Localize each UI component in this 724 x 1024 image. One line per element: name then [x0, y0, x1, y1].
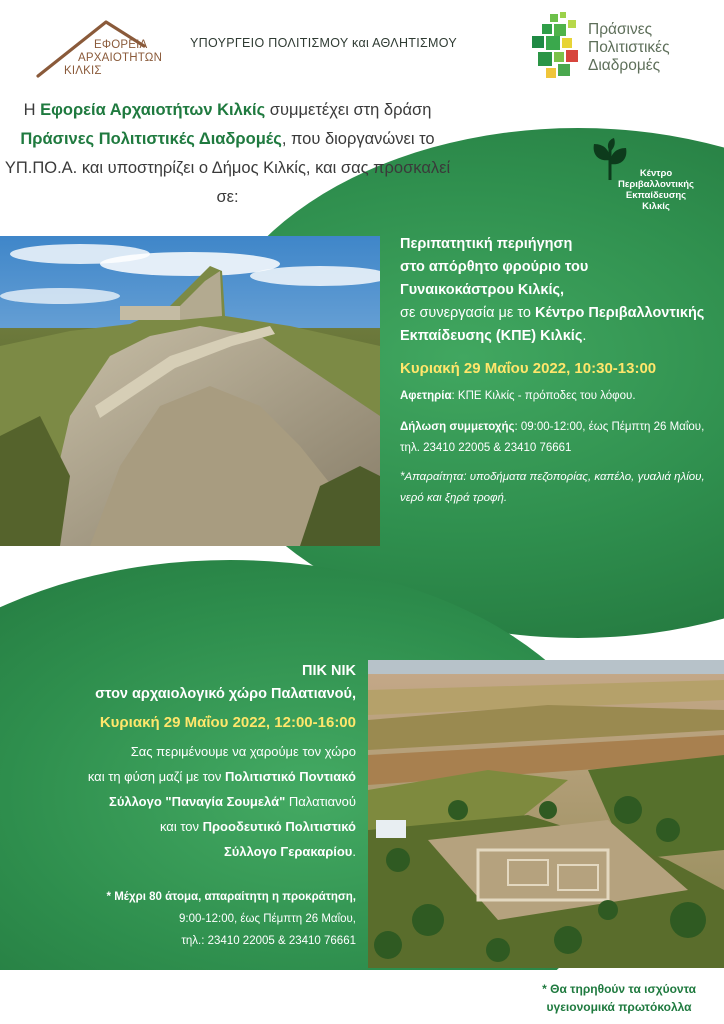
event1-registration: Δήλωση συμμετοχής: 09:00-12:00, έως Πέμπτη 26 Μαΐου, τηλ. 23410 22005 & 23410 76661 [400, 421, 705, 454]
event2-note: * Μέχρι 80 άτομα, απαραίτητη η προκράτηση, 9:00-12:00, έως Πέμπτη 26 Μαΐου, τηλ.: 23410 22005 & 23410 76661 [106, 891, 356, 947]
event2-subtitle: στον αρχαιολογικό χώρο Παλατιανού, [95, 686, 356, 702]
event1-meeting-point: Αφετηρία: ΚΠΕ Κιλκίς - πρόποδες του λόφου. [400, 390, 636, 402]
health-protocol-note: * Θα τηρηθούν τα ισχύοντα υγειονομικά πρωτόκολλα [542, 982, 696, 1014]
mosaic-squares-icon [528, 12, 582, 82]
event1-requirements: *Απαραίτητα: υποδήματα πεζοπορίας, καπέλο, γυαλιά ηλίου, νερό και ξηρά τροφή. [400, 471, 705, 504]
event1-title-line3: Γυναικοκάστρου Κιλκίς, [400, 282, 565, 298]
archaeological-site-photo [368, 660, 724, 968]
ministry-title: ΥΠΟΥΡΓΕΙΟ ΠΟΛΙΤΙΣΜΟΥ και ΑΘΛΗΤΙΣΜΟΥ [190, 36, 457, 50]
green-routes-logo [528, 12, 698, 82]
event1-block [400, 233, 710, 509]
event1-date: Κυριακή 29 Μαΐου 2022, 10:30-13:00 [400, 360, 657, 377]
event1-partner: σε συνεργασία με το Κέντρο Περιβαλλοντικής Εκπαίδευσης (ΚΠΕ) Κιλκίς. [400, 305, 705, 344]
intro-paragraph: Η Εφορεία Αρχαιοτήτων Κιλκίς συμμετέχει στη δράση Πράσινες Πολιτιστικές Διαδρομές, που διοργανώνει το ΥΠ.ΠΟ.Α. και υποστηρίζει ο Δήμος Κιλκίς, και σας προσκαλεί σε: [4, 101, 451, 206]
event2-title: ΠΙΚ ΝΙΚ [302, 663, 356, 679]
kpe-logo [588, 138, 708, 218]
event2-body: Σας περιμένουμε να χαρούμε τον χώρο και τη φύση μαζί με τον Πολιτιστικό Ποντιακό Σύλλογο "Παναγία Σουμελά" Παλατιανού και τον Προοδευτικό Πολιτιστικό Σύλλογο Γερακαρίου. [87, 744, 356, 859]
castle-photo [0, 236, 380, 546]
brand-line2: Πολιτιστικές [588, 39, 670, 56]
ephorate-logo-line1: ΕΦΟΡΕΙΑ [94, 39, 148, 51]
ephorate-logo-line2: ΑΡΧΑΙΟΤΗΤΩΝ [78, 52, 163, 64]
event1-title-line2: στο απόρθητο φρούριο του [400, 259, 589, 275]
kpe-logo-text: Κέντρο Περιβαλλοντικής Εκπαίδευσης Κιλκίς [618, 168, 694, 212]
brand-line3: Διαδρομές [588, 57, 661, 74]
event2-block [20, 660, 356, 952]
action-name: Πράσινες Πολιτιστικές Διαδρομές [20, 130, 282, 148]
ephorate-logo [36, 18, 166, 80]
ephorate-name: Εφορεία Αρχαιοτήτων Κιλκίς [40, 101, 266, 119]
brand-line1: Πράσινες [588, 21, 653, 38]
event1-title-line1: Περιπατητική περιήγηση [400, 236, 573, 252]
event2-date: Κυριακή 29 Μαΐου 2022, 12:00-16:00 [99, 714, 356, 731]
ephorate-logo-line3: ΚΙΛΚΙΣ [64, 65, 102, 77]
